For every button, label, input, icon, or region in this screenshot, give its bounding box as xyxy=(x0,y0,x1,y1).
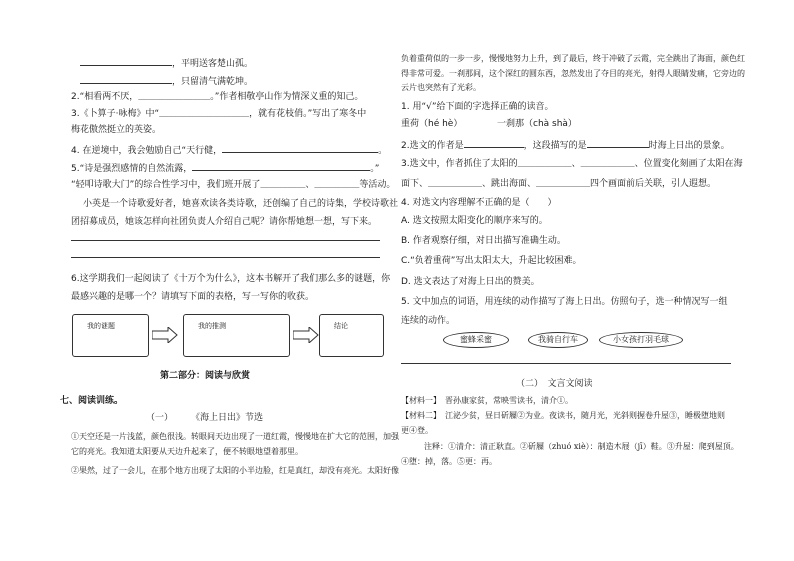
arrow-right-icon xyxy=(293,327,319,343)
q5: 5.“诗是强烈感情的自然流露， 。” xyxy=(71,161,379,175)
reading-one-title: 《海上日出》节选 xyxy=(191,413,264,423)
rq3-continued: 面下、＿＿＿＿＿＿、跳出海面、＿＿＿＿＿＿四个画面前后关联，引人遐想。 xyxy=(401,179,717,189)
q3: 3.《卜算子·咏梅》中“＿＿＿＿＿＿＿＿＿＿，就有花枝俏。”写出了寒冬中 xyxy=(71,109,367,119)
q2: 2.“相看两不厌，＿＿＿＿＿＿＿＿。”作者相敬亭山作为情深义重的知己。 xyxy=(71,92,364,102)
passage-continued-3: 云片也突然有了光彩。 xyxy=(401,83,481,92)
option-bee[interactable]: 蜜蜂采蜜 xyxy=(443,332,509,348)
paragraph-2a: ②果然，过了一会儿，在那个地方出现了太阳的小半边脸，红是真红，却没有亮光。太阳好像 xyxy=(71,466,399,475)
rq5: 5. 文中加点的词语，用连续的动作描写了海上日出。仿照句子，选一种情况写一组 xyxy=(401,297,728,307)
part-two-heading: 第二部分：阅读与欣赏 xyxy=(160,371,251,381)
answer-blank[interactable] xyxy=(222,143,378,153)
material-two-continued: 更④登。 xyxy=(401,426,433,435)
material-two: 【材料二】 江泌少贫，昼日斫屧②为业。夜读书，随月光，光斜则握卷升屋③，睡极堕地则 xyxy=(401,411,725,420)
answer-blank[interactable] xyxy=(192,161,370,171)
passage-continued-1: 负着重荷似的一步一步，慢慢地努力上升，到了最后，终于冲破了云霞，完全跳出了海面，颜色红 xyxy=(401,54,745,63)
q5-activities: “轻叩诗歌大门”的综合性学习中，我们班开展了＿＿＿＿＿、＿＿＿＿＿等活动。 xyxy=(71,180,396,190)
rq5-continued: 连续的动作。 xyxy=(401,316,456,326)
answer-line[interactable] xyxy=(71,257,380,258)
rq4-option-a[interactable]: A. 选文按照太阳变化的顺序来写的。 xyxy=(401,216,548,226)
paragraph-1b: 它的亮光。我知道太阳要从天边升起来了，便不转眼地望着那里。 xyxy=(71,447,303,456)
q3-continued: 梅花傲然挺立的英姿。 xyxy=(71,125,162,135)
answer-blank[interactable] xyxy=(80,56,172,66)
paragraph-1a: ①天空还是一片浅蓝，颜色很浅。转眼间天边出现了一道红霞，慢慢地在扩大它的范围，加强 xyxy=(71,432,399,441)
q6-continued: 最感兴趣的是哪一个？请填写下面的表格，写一写你的收获。 xyxy=(71,292,315,302)
rq2: 2.选文的作者是 ，这段描写的是 时海上日出的景象。 xyxy=(401,138,730,152)
rq4-option-b[interactable]: B. 作者观察仔细，对日出描写准确生动。 xyxy=(401,236,566,246)
q1-line-b: ，只留清气满乾坤。 xyxy=(80,74,253,88)
q5-prompt-b: 团招募成员，她该怎样向社团负责人介绍自己呢？请你帮她想一想，写下来。 xyxy=(71,217,378,227)
material-one: 【材料一】 晋孙康家贫，常映雪读书，清介①。 xyxy=(401,396,573,405)
rq3: 3.选文中，作者抓住了太阳的＿＿＿＿＿＿、＿＿＿＿＿＿、位置变化刻画了太阳在海 xyxy=(401,159,743,169)
guess-box[interactable]: 我的推测 xyxy=(183,314,290,357)
reading-two-title: （二） 文言文阅读 xyxy=(516,379,593,389)
notes-1: 注释：①清介：清正耿直。②斫屧（zhuó xiè）：制造木屐（jī）鞋。③升屋：爬到屋顶。 xyxy=(424,442,739,451)
answer-line[interactable] xyxy=(401,363,731,364)
answer-blank[interactable] xyxy=(587,138,649,148)
q4: 4. 在逆境中，我会勉励自己“天行健， 。 xyxy=(71,143,387,157)
answer-blank[interactable] xyxy=(464,138,524,148)
rq4: 4. 对选文内容理解不正确的是（ ） xyxy=(401,198,557,208)
answer-blank[interactable] xyxy=(80,74,172,84)
notes-2: ④堕：掉，落。⑤更：再。 xyxy=(401,457,497,466)
q5-prompt-a: 小英是一个诗歌爱好者，她喜欢读各类诗歌，还创编了自己的诗集，学校诗歌社 xyxy=(83,199,399,209)
section-seven-heading: 七、阅读训练。 xyxy=(60,396,124,406)
option-bike[interactable]: 我骑自行车 xyxy=(528,332,588,348)
mystery-box[interactable]: 我的谜题 xyxy=(72,314,149,357)
rq1-word-2[interactable]: 一刹那（chà shà） xyxy=(497,119,577,129)
rq4-option-c[interactable]: C.“负着重荷”写出太阳太大，升起比较困难。 xyxy=(401,256,582,266)
option-badminton[interactable]: 小女孩打羽毛球 xyxy=(599,332,683,348)
q6: 6.这学期我们一起阅读了《十万个为什么》，这本书解开了我们那么多的谜题，你 xyxy=(71,274,391,284)
arrow-right-icon xyxy=(152,327,178,343)
conclusion-box[interactable]: 结论 xyxy=(319,314,384,357)
rq1: 1. 用“√”给下面的字选择正确的读音。 xyxy=(401,102,554,112)
passage-continued-2: 得非常可爱。一刹那间，这个深红的圆东西，忽然发出了夺目的亮光，射得人眼睛发痛，它旁边的 xyxy=(401,69,745,78)
q1-line-a: ，平明送客楚山孤。 xyxy=(80,56,253,70)
rq4-option-d[interactable]: D. 选文表达了对海上日出的赞美。 xyxy=(401,277,540,287)
reading-one-number: （一） xyxy=(146,413,174,423)
answer-line[interactable] xyxy=(71,240,380,241)
rq1-word-1[interactable]: 重荷（hé hè） xyxy=(401,119,463,129)
